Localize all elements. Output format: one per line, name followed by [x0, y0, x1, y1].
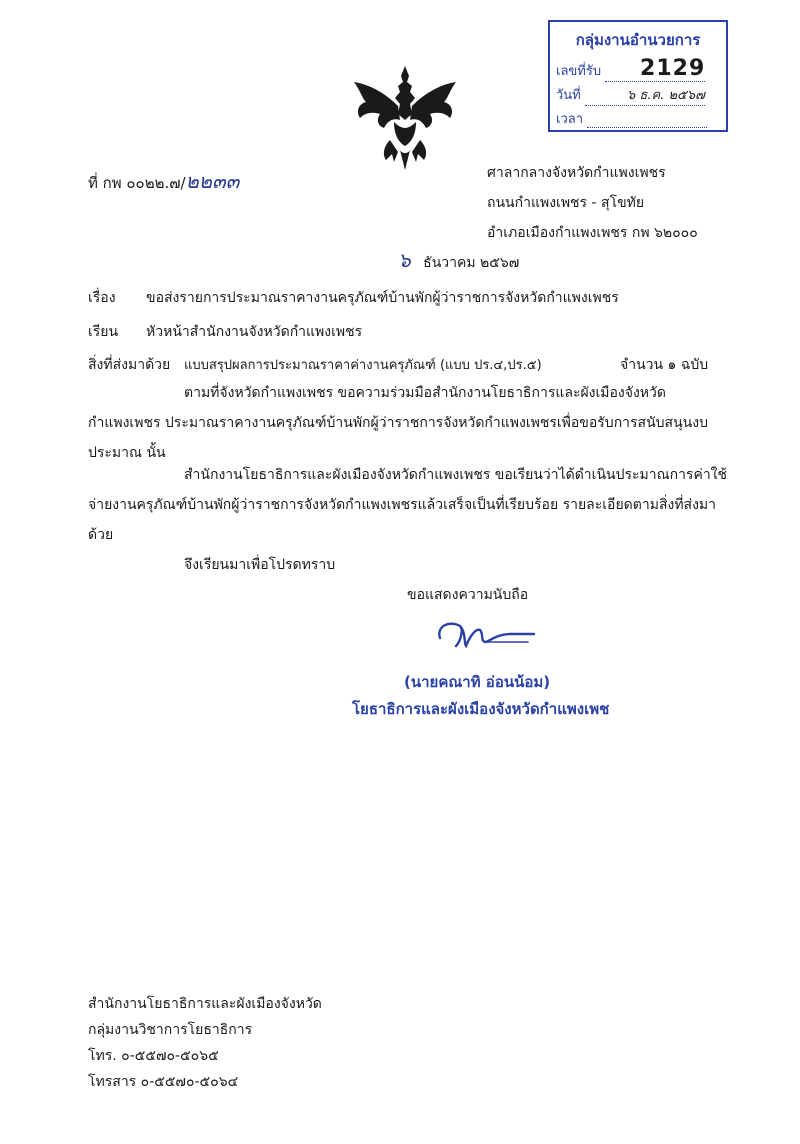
enclosure-label: สิ่งที่ส่งมาด้วย [88, 357, 171, 373]
body-paragraph-1-text: ตามที่จังหวัดกำแพงเพชร ขอความร่วมมือสำนักงานโยธาธิการและผังเมืองจังหวัดกำแพงเพชร ประมาณราคางานครุภัณฑ์บ้านพักผู้ว่าราชการจังหวัดกำแพงเพชรเพื่อขอรับการสนับสนุนงบประมาณ นั้น [88, 385, 708, 461]
footer-line: กลุ่มงานวิชาการโยธาธิการ [88, 1022, 253, 1038]
signatory-name: (นายคณาทิ อ่อนน้อม) [404, 673, 551, 691]
address-line: ศาลากลางจังหวัดกำแพงเพชร [487, 165, 666, 181]
enclosure-text: แบบสรุปผลการประมาณราคาค่างานครุภัณฑ์ (แบบ ปร.๔,ปร.๕) [184, 358, 542, 373]
stamp-date-label: วันที่ [556, 88, 581, 103]
stamp-date-value: ๖ ธ.ค. ๒๕๖๗ [627, 88, 705, 103]
closing-phrase: ขอแสดงความนับถือ [407, 587, 529, 603]
address-line: อำเภอเมืองกำแพงเพชร กพ ๖๒๐๐๐ [487, 225, 698, 241]
signatory-position: โยธาธิการและผังเมืองจังหวัดกำแพงเพช [352, 700, 610, 718]
stamp-received-row [556, 56, 705, 82]
doc-number-prefix: ที่ กพ ๐๐๒๒.๗/ [88, 174, 186, 192]
address-line: ถนนกำแพงเพชร - สุโขทัย [487, 195, 645, 211]
footer-contact [88, 991, 322, 1095]
garuda-emblem-icon [350, 62, 460, 174]
subject-line [88, 287, 619, 309]
subject-label: เรื่อง [88, 290, 116, 306]
body-paragraph-2-text: สำนักงานโยธาธิการและผังเมืองจังหวัดกำแพงเพชร ขอเรียนว่าได้ดำเนินประมาณการค่าใช้จ่ายงานครุภัณฑ์บ้านพักผู้ว่าราชการจังหวัดกำแพงเพชรแล้วเสร็จเป็นที่เรียบร้อย รายละเอียดตามสิ่งที่ส่งมาด้วย [88, 467, 728, 543]
doc-number [88, 165, 239, 197]
enclosure-quantity: จำนวน ๑ ฉบับ [620, 357, 709, 373]
footer-line: สำนักงานโยธาธิการและผังเมืองจังหวัด [88, 996, 322, 1012]
date-day-handwritten: ๖ [398, 248, 411, 272]
enclosure-line [88, 354, 728, 376]
stamp-date-row [556, 84, 705, 106]
body-paragraph-1 [88, 378, 728, 468]
recipient-line [88, 321, 363, 343]
receipt-stamp [548, 20, 728, 132]
body-paragraph-2 [88, 460, 728, 550]
stamp-received-label: เลขที่รับ [556, 64, 602, 79]
letter-date [398, 244, 519, 276]
doc-number-handwritten: ๒๒๓๓ [185, 169, 240, 193]
stamp-time-row [556, 108, 707, 129]
footer-line: โทร. ๐-๕๕๗๐-๕๐๖๕ [88, 1048, 219, 1064]
stamp-received-number: 2129 [640, 56, 706, 81]
stamp-title: กลุ่มงานอำนวยการ [575, 31, 701, 49]
sender-address [487, 158, 698, 248]
body-paragraph-3: จึงเรียนมาเพื่อโปรดทราบ [184, 557, 336, 573]
stamp-time-label: เวลา [556, 112, 584, 127]
recipient-label: เรียน [88, 324, 119, 340]
recipient-text: หัวหน้าสำนักงานจังหวัดกำแพงเพชร [146, 324, 363, 340]
footer-line: โทรสาร ๐-๕๕๗๐-๕๐๖๔ [88, 1074, 239, 1090]
subject-text: ขอส่งรายการประมาณราคางานครุภัณฑ์บ้านพักผู้ว่าราชการจังหวัดกำแพงเพชร [146, 290, 619, 306]
date-month-year: ธันวาคม ๒๕๖๗ [423, 255, 520, 271]
handwritten-signature-icon [430, 612, 540, 656]
